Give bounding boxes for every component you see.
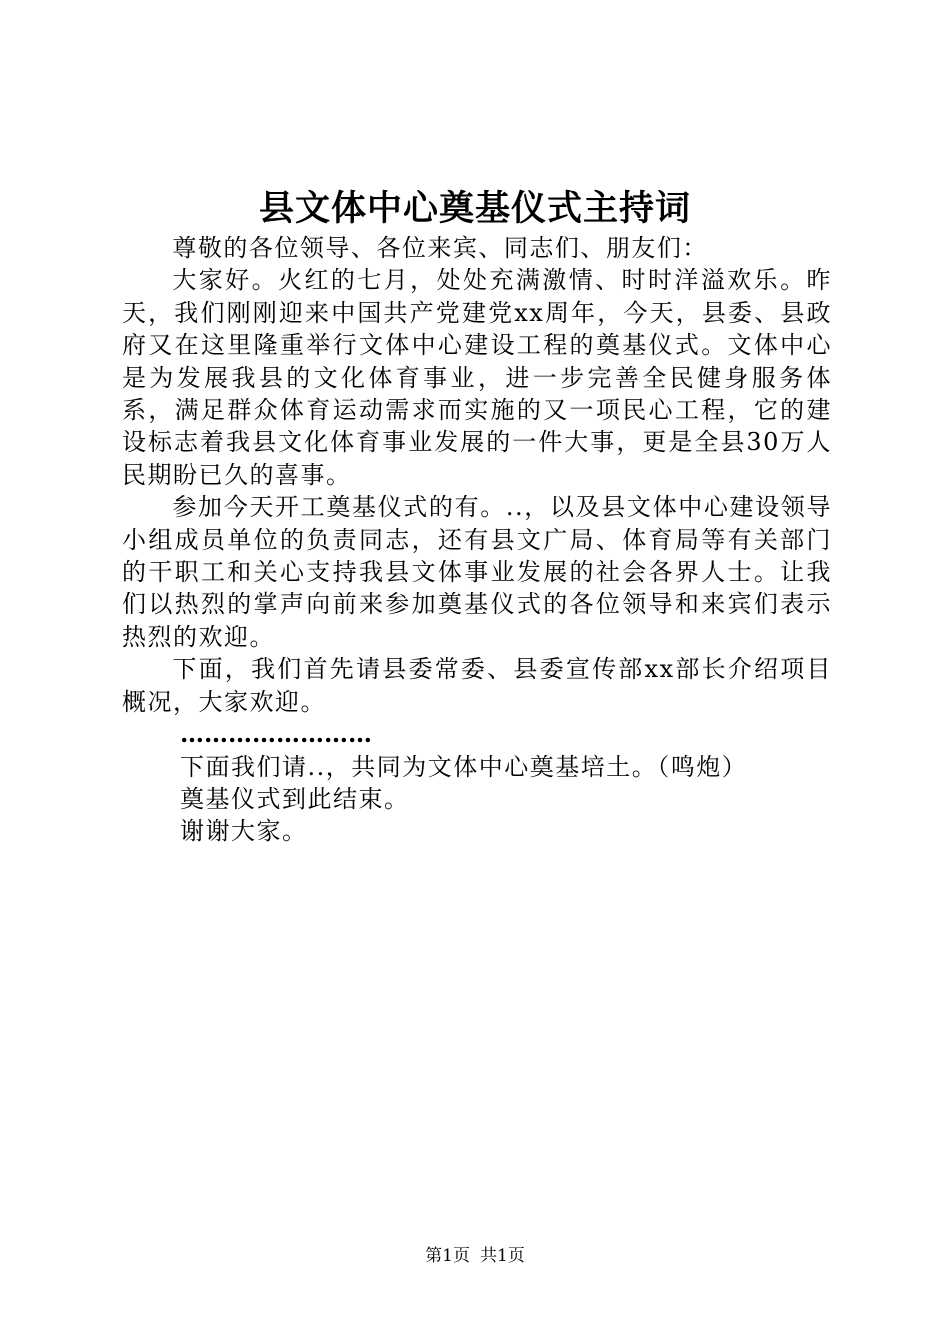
closing-line-ceremony: 下面我们请..，共同为文体中心奠基培土。（鸣炮） xyxy=(180,752,748,781)
page-total: 共1页 xyxy=(480,1246,525,1266)
paragraph-introduction: 下面，我们首先请县委常委、县委宣传部xx部长介绍项目概况，大家欢迎。 xyxy=(122,655,832,716)
document-title: 县文体中心奠基仪式主持词 xyxy=(258,188,691,229)
ellipsis-line: …………………… xyxy=(180,719,372,749)
document-body xyxy=(122,232,832,848)
paragraph-attendees: 参加今天开工奠基仪式的有。..，以及县文体中心建设领导小组成员单位的负责同志，还有县文广局、体育局等有关部门的干职工和关心支持我县文体事业发展的社会各界人士。让我们以热烈的掌声向前来参加奠基仪式的各位领导和来宾们表示热烈的欢迎。 xyxy=(122,493,832,651)
closing-line-end: 奠基仪式到此结束。 xyxy=(180,784,410,813)
salutation: 尊敬的各位领导、各位来宾、同志们、朋友们： xyxy=(172,234,708,262)
closing-line-thanks: 谢谢大家。 xyxy=(180,817,308,846)
page-footer xyxy=(0,1244,950,1268)
page-number: 第1页 xyxy=(425,1246,470,1266)
paragraph-greeting: 大家好。火红的七月，处处充满激情、时时洋溢欢乐。昨天，我们刚刚迎来中国共产党建党xx周年，今天，县委、县政府又在这里隆重举行文体中心建设工程的奠基仪式。文体中心是为发展我县的文化体育事业，进一步完善全民健身服务体系，满足群众体育运动需求而实施的又一项民心工程，它的建设标志着我县文化体育事业发展的一件大事，更是全县30万人民期盼已久的喜事。 xyxy=(122,266,832,489)
